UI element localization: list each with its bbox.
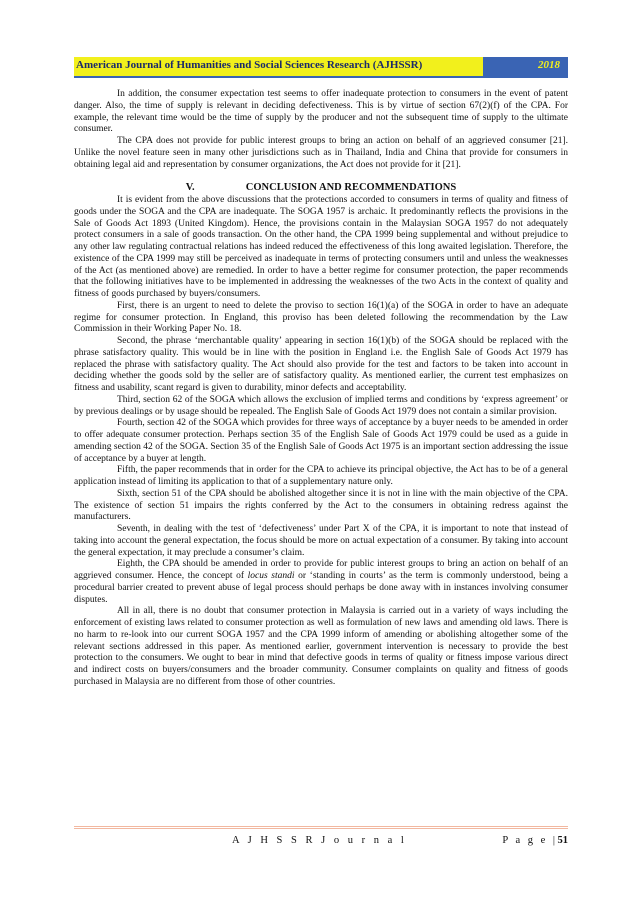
paragraph: In addition, the consumer expectation test seems to offer inadequate protection to consumers in the event of patent danger. Also, the time of supply is relevant in deciding defectiveness. This is by virtue of section 67(2)(f) of the CPA. For example, the relevant time would be the time of supply by the producer and not the subsequent time of supply to the ultimate consumer. <box>74 89 568 135</box>
paragraph: Fifth, the paper recommends that in order for the CPA to achieve its principal objective, the Act has to be of a general application instead of limiting its application to that of a supplementary nature only. <box>74 465 568 487</box>
page-label: P a g e | <box>502 835 558 846</box>
italic-term: locus standi <box>247 571 295 581</box>
header-rule <box>74 76 568 78</box>
footer-page <box>502 835 568 846</box>
paragraph: All in all, there is no doubt that consumer protection in Malaysia is carried out in a variety of ways including the enforcement of existing laws related to consumer protection as well as formulation of new laws and amending old laws. There is no harm to re-look into our current SOGA 1957 and the CPA 1999 inform of amending or abolishing altogether some of the relevant sections addressed in this paper. As mentioned earlier, government intervention is necessary to provide the best protection to the consumers. We ought to bear in mind that defective goods in terms of quality or fitness impose various direct and indirect costs on buyers/consumers and the broader community. Consumer complaints on quality and fitness of goods purchased in Malaysia are no different from those of other countries. <box>74 606 568 687</box>
year-box <box>483 57 568 76</box>
text-run: or ‘standing in courts’ as the term is commonly understood, being a procedural barrier created to prevent abuse of legal process should perhaps be done away with in instances involving consumer disputes. <box>74 571 569 605</box>
section-heading <box>74 182 568 194</box>
footer-rule <box>74 828 568 829</box>
footer-rule <box>74 826 568 827</box>
paragraph: The CPA does not provide for public interest groups to bring an action on behalf of an aggrieved consumer [21]. Unlike the novel feature seen in many other jurisdictions such as in Thailand, India and China that provide for consumers in obtaining legal aid and representation by consumer organizations, the Act does not provide for it [21]. <box>74 136 568 170</box>
paragraph: Sixth, section 51 of the CPA should be abolished altogether since it is not in line with the main objective of the CPA. The existence of section 51 impairs the rights conferred by the Act to the consumers in obtaining redress against the manufacturers. <box>74 488 568 523</box>
text-run: Eighth, the CPA should be amended in order to provide for public interest groups to bring an action on behalf of an aggrieved consumer. Hence, the concept of <box>74 559 568 581</box>
page-number: 51 <box>557 835 568 846</box>
paragraph: Fourth, section 42 of the SOGA which provides for three ways of acceptance by a buyer needs to be amended in order to offer adequate consumer protection. Perhaps section 35 of the English Sale of Goods Act 1979 could be used as a guide in amending section 42 of the SOGA. Section 35 of the English Sale of Goods Act 1975 is an important section addressing the issue of acceptance by a buyer at length. <box>74 418 568 464</box>
paragraph: Second, the phrase ‘merchantable quality’ appearing in section 16(1)(b) of the SOGA should be replaced with the phrase satisfactory quality. This would be in line with the position in England i.e. the English Sale of Goods Act 1979 has replaced the phrase with satisfactory quality. The Act should also provide for the test and factors to be taken into account in deciding whether the goods sold by the seller are of satisfactory quality. As mentioned earlier, the current test emphasizes on fitness and usability, scant regard is given to durability, minor defects and acceptability. <box>74 336 568 393</box>
paragraph: Seventh, in dealing with the test of ‘defectiveness’ under Part X of the CPA, it is important to note that instead of taking into account the general expectation, the focus should be more on actual expectation of a consumer. By taking into account the general expectation, it may preclude a consumer’s claim. <box>74 524 568 558</box>
paragraph: Third, section 62 of the SOGA which allows the exclusion of implied terms and conditions by ‘express agreement’ or by previous dealings or by usage should be repealed. The English Sale of Goods Act 1979 does not contain a similar provision. <box>74 394 568 417</box>
header-year: 2018 <box>538 59 560 71</box>
section-title: CONCLUSION AND RECOMMENDATIONS <box>245 182 457 194</box>
footer-journal: A J H S S R J o u r n a l <box>232 835 407 846</box>
journal-title: American Journal of Humanities and Social Sciences Research (AJHSSR) <box>76 59 423 71</box>
paragraph: It is evident from the above discussions that the protections accorded to consumers in terms of quality and fitness of goods under the SOGA and the CPA are inadequate. The SOGA 1957 is archaic. It predominantly reflects the provisions in the Sale of Goods Act 1893 (United Kingdom). Hence, the provisions contain in the Malaysian SOGA 1957 do not adequately protect consumers in a sale of goods transaction. On the other hand, the CPA 1999 being supplemental and without prejudice to any other law regulating contractual relations has indeed reduced the effectiveness of this long awaited legislation. Therefore, the existence of the CPA 1999 may still be perceived as inadequate in terms of protecting consumers until and unless the weaknesses of the Act (as mentioned above) are remedied. In order to have a better regime for consumer protection, the paper recommends that the following initiatives have to be implemented in addressing the weaknesses of the two Acts in the context of quality and fitness of goods purchased by buyers/consumers. <box>74 195 568 299</box>
article-body <box>74 89 568 689</box>
paragraph: First, there is an urgent to need to delete the proviso to section 16(1)(a) of the SOGA in order to have an adequate regime for consumer protection. In England, this proviso has been deleted following the recommendation by the Law Commission in their Working Paper No. 18. <box>74 300 568 335</box>
section-number: V. <box>185 182 195 194</box>
paragraph-eighth <box>74 559 568 606</box>
running-header <box>74 57 568 76</box>
